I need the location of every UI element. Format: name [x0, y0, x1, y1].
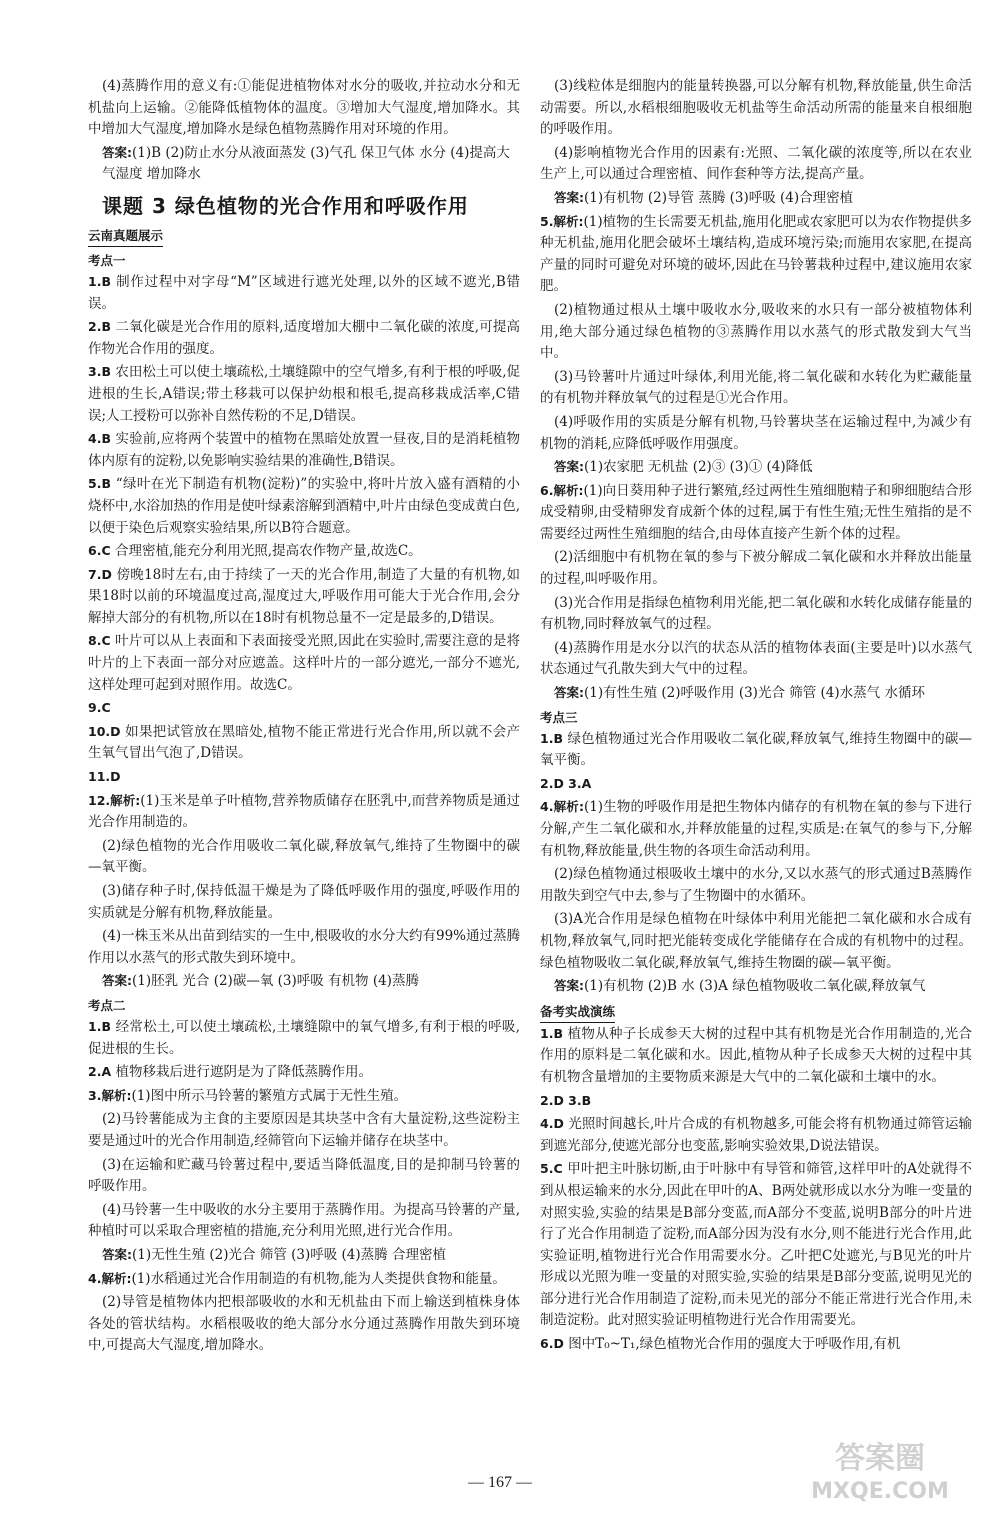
answer-item — [88, 767, 520, 789]
item-number: 10.D — [88, 723, 126, 739]
answer-label: 答案: — [102, 144, 132, 160]
item-number: 2.B — [88, 319, 116, 335]
item-number: 6.C — [88, 543, 115, 559]
q6-paragraph: (3)光合作用是指绿色植物利用光能,把二氧化碳和水转化成储存能量的有机物,同时释放氧气的过程。 — [540, 594, 972, 633]
q4-continued — [540, 76, 972, 186]
answer-item — [540, 1091, 972, 1113]
answer-item — [88, 474, 520, 539]
answer-item — [88, 1017, 520, 1060]
item-text: 甲叶把主叶脉切断,由于叶脉中有导管和筛管,这样甲叶的A处就得不到从根运输来的水分,因此在甲叶的A、B两处就形成以水分为唯一变量的对照实验,实验的结果是B部分变蓝,而A部分不变蓝,说明B部分的叶片进行了光合作用制造了淀粉,而A部分因为没有水分,则不能进行光合作用,此实验证明,植物进行光合作用需要水分。乙叶把C处遮光,与B见光的叶片形成以光照为唯一变量的对照实验,实验的结果是B部分变蓝,说明见光的部分进行光合作用制造了淀粉,而未见光的部分不能正常进行光合作用,未制造淀粉。此对照实验证明植物进行光合作用需要光。 — [540, 1161, 972, 1329]
q6-paragraph: (2)活细胞中有机物在氧的参与下被分解成二氧化碳和水并释放出能量的过程,叫呼吸作用。 — [540, 549, 972, 588]
q5-paragraph: (3)马铃薯叶片通过叶绿体,利用光能,将二氧化碳和水转化为贮藏能量的有机物并释放氧气的过程是①光合作用。 — [540, 368, 972, 407]
answer-item — [88, 565, 520, 630]
section-practice: 备考实战演练 — [540, 1002, 615, 1023]
item-number: 3.B — [88, 364, 116, 380]
item-number: 1.B — [540, 1025, 568, 1041]
p2-q4: 4.解析:(1)水稻通过光合作用制造的有机物,能为人类提供食物和能量。 — [88, 1270, 506, 1287]
item-number: 5.B — [88, 476, 116, 492]
answer-item — [88, 317, 520, 360]
q3-paragraph: (4)马铃薯一生中吸收的水分主要用于蒸腾作用。为提高马铃薯的产量,种植时可以采取合理密植的措施,充分利用光照,进行光合作用。 — [88, 1201, 520, 1240]
item-text: 实验前,应将两个装置中的植物在黑暗处放置一昼夜,目的是消耗植物体内原有的淀粉,以免影响实验结果的准确性,B错误。 — [88, 431, 520, 469]
answer-item — [540, 774, 972, 796]
lesson-title: 课题 3 绿色植物的光合作用和呼吸作用 — [102, 193, 469, 218]
answer-item — [88, 1062, 520, 1084]
p3q4-paragraph: (3)A光合作用是绿色植物在叶绿体中利用光能把二氧化碳和水合成有机物,释放氧气,同时把光能转变成化学能储存在合成的有机物中的过程。绿色植物吸收二氧化碳,释放氧气,维持生物圈的碳—氧平衡。 — [540, 911, 972, 971]
item-number: 2.D 3.A — [540, 775, 592, 791]
item-number: 1.B — [88, 1018, 116, 1034]
q12-paragraph: (3)储存种子时,保持低温干燥是为了降低呼吸作用的强度,呼吸作用的实质就是分解有机物,释放能量。 — [88, 883, 520, 921]
item-number: 7.D — [88, 566, 117, 582]
item-text: 经常松土,可以使土壤疏松,土壤缝隙中的氧气增多,有利于根的呼吸,促进根的生长。 — [88, 1018, 520, 1057]
item-text: 二氧化碳是光合作用的原料,适度增加大棚中二氧化碳的浓度,可提高作物光合作用的强度。 — [88, 319, 520, 357]
item-text: 图中T₀~T₁,绿色植物光合作用的强度大于呼吸作用,有机 — [568, 1336, 901, 1353]
point2-items — [88, 1017, 520, 1084]
q12-answer: 答案:(1)胚乳 光合 (2)碳—氧 (3)呼吸 有机物 (4)蒸腾 — [102, 973, 419, 990]
q6: 6.解析:(1)向日葵用种子进行繁殖,经过两性生殖细胞精子和卵细胞结合形成受精卵,由受精卵发育成新个体的过程,属于有性生殖;无性生殖指的是不需要经过两性生殖细胞的结合,由母体直接产生新个体的过程。 — [540, 482, 972, 542]
answer-item — [88, 429, 520, 472]
watermark-logo — [800, 1430, 960, 1510]
item-number: 9.C — [88, 700, 111, 716]
q12: 12.解析:(1)玉米是单子叶植物,营养物质储存在胚乳中,而营养物质是通过光合作用制造的。 — [88, 792, 520, 831]
answer-item — [88, 698, 520, 720]
page-number: — 167 — — [468, 1474, 532, 1491]
item-number: 2.D 3.B — [540, 1092, 592, 1108]
q4-paragraph: (4)影响植物光合作用的因素有:光照、二氧化碳的浓度等,所以在农业生产上,可以通过合理密植、间作套种等方法,提高产量。 — [540, 144, 972, 183]
item-number: 6.D — [540, 1336, 569, 1352]
point1-label: 考点一 — [88, 252, 126, 268]
q3-paragraphs — [88, 1109, 520, 1243]
section-yunnan: 云南真题展示 — [88, 226, 163, 247]
watermark-text-1: 答案圈 — [835, 1441, 925, 1476]
point3-items — [540, 729, 972, 796]
item-number: 5.C — [540, 1161, 568, 1177]
p3q4-paragraph: (2)绿色植物通过根吸收土壤中的水分,又以水蒸气的形式通过B蒸腾作用散失到空气中去,参与了生物圈中的水循环。 — [540, 866, 972, 904]
right-column — [540, 76, 972, 1358]
left-column — [88, 76, 520, 1359]
item-number: 4.B — [88, 431, 116, 447]
q6-paragraph: (4)蒸腾作用是水分以汽的状态从活的植物体表面(主要是叶)以水蒸气状态通过气孔散失到大气中的过程。 — [540, 639, 972, 678]
q5-paragraph: (4)呼吸作用的实质是分解有机物,马铃薯块茎在运输过程中,为减少有机物的消耗,应降低呼吸作用强度。 — [540, 413, 972, 452]
q4-answer: 答案:(1)有机物 (2)导管 蒸腾 (3)呼吸 (4)合理密植 — [554, 189, 854, 206]
watermark-text-2: MXQE.COM — [811, 1479, 949, 1504]
item-text: 制作过程中对字母“M”区域进行遮光处理,以外的区域不遮光,B错误。 — [88, 273, 520, 312]
answer-item — [88, 722, 520, 765]
item-text: 农田松土可以使土壤疏松,土壤缝隙中的空气增多,有利于根的呼吸,促进根的生长,A错误;带土移栽可以保护幼根和根毛,提高移栽成活率,C错误;人工授粉可以弥补自然传粉的不足,D错误。 — [88, 364, 521, 424]
q6-answer: 答案:(1)有性生殖 (2)呼吸作用 (3)光合 筛管 (4)水蒸气 水循环 — [554, 685, 925, 702]
answer-item — [88, 362, 520, 427]
q4-paragraph: (3)线粒体是细胞内的能量转换器,可以分解有机物,释放能量,供生命活动需要。所以,水稻根细胞吸收无机盐等生命活动所需的能量来自根细胞的呼吸作用。 — [540, 78, 972, 138]
intro-paragraphs — [88, 76, 520, 141]
point3-label: 考点三 — [540, 709, 578, 725]
item-text: 合理密植,能充分利用光照,提高农作物产量,故选C。 — [114, 543, 422, 560]
q5-answer: 答案:(1)农家肥 无机盐 (2)③ (3)① (4)降低 — [554, 459, 813, 476]
q3-paragraph: (2)马铃薯能成为主食的主要原因是其块茎中含有大量淀粉,这些淀粉主要是通过叶的光合作用制造,经筛管向下运输并储存在块茎中。 — [88, 1111, 520, 1149]
item-text: 绿色植物通过光合作用吸收二氧化碳,释放氧气,维持生物圈中的碳—氧平衡。 — [540, 730, 972, 769]
item-text: “绿叶在光下制造有机物(淀粉)”的实验中,将叶片放入盛有酒精的小烧杯中,水浴加热的作用是使叶绿素溶解到酒精中,叶片由绿色变成黄白色,以便于染色后观察实验结果,所以B符合题意。 — [88, 476, 520, 536]
p3q4-answer: 答案:(1)有机物 (2)B 水 (3)A 绿色植物吸收二氧化碳,释放氧气 — [554, 978, 926, 995]
intro-answer: 答案:(1)B (2)防止水分从液面蒸发 (3)气孔 保卫气体 水分 (4)提高大气湿度 增加降水 — [102, 144, 510, 183]
q12-label: 12.解析: — [88, 792, 141, 808]
q3-answer: 答案:(1)无性生殖 (2)光合 筛管 (3)呼吸 (4)蒸腾 合理密植 — [102, 1246, 446, 1263]
q5-paragraph: (2)植物通过根从土壤中吸收水分,吸收来的水只有一部分被植物体利用,绝大部分通过绿色植物的③蒸腾作用以水蒸气的形式散发到大气当中。 — [540, 301, 972, 362]
answer-item — [540, 1334, 972, 1356]
q12-paragraphs — [88, 836, 520, 970]
item-text: 傍晚18时左右,由于持续了一天的光合作用,制造了大量的有机物,如果18时以前的环境温度过高,湿度过大,呼吸作用可能大于光合作用,会分解掉大部分的有机物,所以在18时有机物总量不一定是最多的,D错误。 — [88, 566, 520, 626]
answer-item — [88, 272, 520, 315]
p3-q4: 4.解析:(1)生物的呼吸作用是把生物体内储存的有机物在氧的参与下进行分解,产生二氧化碳和水,并释放能量的过程,实质是:在氧气的参与下,分解有机物,释放能量,供生物的各项生命活动利用。 — [540, 799, 972, 859]
q12-paragraph: (2)绿色植物的光合作用吸收二氧化碳,释放氧气,维持了生物圈中的碳—氧平衡。 — [88, 837, 520, 876]
answer-item — [540, 729, 972, 772]
answer-item — [540, 1114, 972, 1157]
q5: 5.解析:(1)植物的生长需要无机盐,施用化肥或农家肥可以为农作物提供多种无机盐,施用化肥会破坏土壤结构,造成环境污染;而施用农家肥,在提高产量的同时可避免对环境的破坏,因此在马铃薯栽种过程中,建议施用农家肥。 — [540, 213, 972, 295]
item-number: 1.B — [88, 273, 117, 289]
q12-paragraph: (4)一株玉米从出苗到结实的一生中,根吸收的水分大约有99%通过蒸腾作用以水蒸气的形式散失到环境中。 — [88, 928, 520, 966]
p2-q3: 3.解析:(1)图中所示马铃薯的繁殖方式属于无性生殖。 — [88, 1087, 408, 1104]
item-number: 1.B — [540, 730, 568, 746]
item-number: 11.D — [88, 769, 121, 785]
q4-paragraphs — [88, 1292, 520, 1357]
point2-label: 考点二 — [88, 997, 126, 1013]
q3-paragraph: (3)在运输和贮藏马铃薯过程中,要适当降低温度,目的是抑制马铃薯的呼吸作用。 — [88, 1156, 520, 1195]
q4-paragraph: (2)导管是植物体内把根部吸收的水和无机盐由下而上输送到植株身体各处的管状结构。水稻根吸收的绝大部分水分通过蒸腾作用散失到环境中,可提高大气湿度,增加降水。 — [88, 1294, 520, 1354]
q6-paragraphs — [540, 547, 972, 681]
item-text: 植物从种子长成参天大树的过程中其有机物是光合作用制造的,光合作用的原料是二氧化碳和水。因此,植物从种子长成参天大树的过程中其有机物含量增加的主要物质来源是大气中的二氧化碳和土壤中的水。 — [540, 1025, 972, 1085]
item-text: 叶片可以从上表面和下表面接受光照,因此在实验时,需要注意的是将叶片的上下表面一部分对应遮盖。这样叶片的一部分遮光,一部分不遮光,这样处理可起到对照作用。故选C。 — [88, 633, 520, 693]
intro-paragraph: (4)蒸腾作用的意义有:①能促进植物体对水分的吸收,并拉动水分和无机盐向上运输。②能降低植物体的温度。③增加大气湿度,增加降水。其中增加大气湿度,增加降水是绿色植物蒸腾作用对环境的作用。 — [88, 78, 520, 138]
item-number: 2.A — [88, 1064, 116, 1080]
item-text: 光照时间越长,叶片合成的有机物越多,可能会将有机物通过筛管运输到遮光部分,使遮光部分也变蓝,影响实验效果,D说法错误。 — [540, 1116, 972, 1154]
answer-item — [540, 1159, 972, 1332]
answer-item — [88, 541, 520, 563]
q5-paragraphs — [540, 300, 972, 455]
answer-item — [540, 1024, 972, 1089]
item-text: 如果把试管放在黑暗处,植物不能正常进行光合作用,所以就不会产生氧气冒出气泡了,D错误。 — [88, 723, 520, 762]
point1-items — [88, 272, 520, 789]
item-number: 8.C — [88, 633, 116, 649]
item-number: 4.D — [540, 1116, 569, 1132]
practice-items — [540, 1024, 972, 1356]
item-text: 植物移栽后进行遮阴是为了降低蒸腾作用。 — [115, 1064, 372, 1081]
p3q4-paragraphs — [540, 864, 972, 974]
answer-item — [88, 631, 520, 696]
